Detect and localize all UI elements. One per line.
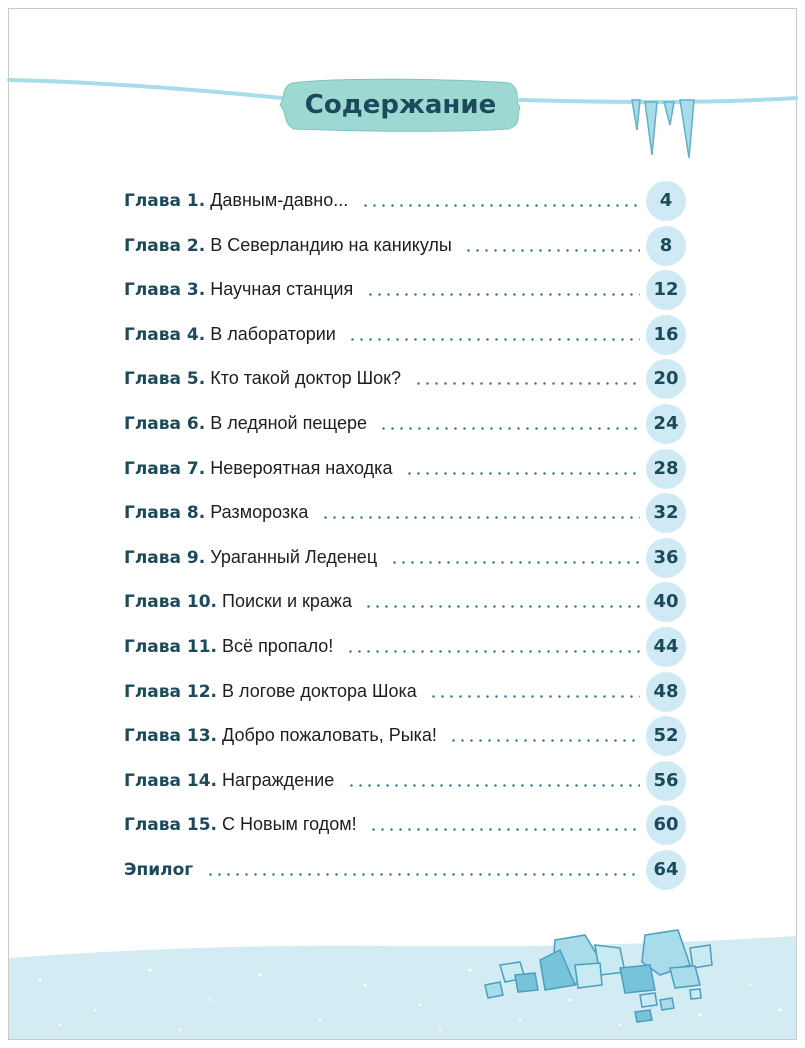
chapter-title: Поиски и кража: [222, 591, 352, 612]
toc-entry[interactable]: [124, 448, 686, 488]
chapter-number-text: Глава 9.: [124, 547, 206, 568]
toc-entry[interactable]: [124, 403, 686, 443]
page-title: Содержание: [304, 90, 497, 120]
chapter-number: [124, 726, 217, 746]
leader-dots: [347, 784, 640, 787]
toc-entry-label: [124, 812, 357, 836]
page-number-badge: 28: [646, 449, 686, 489]
chapter-number: [124, 325, 205, 345]
toc-entry[interactable]: [124, 804, 686, 844]
toc-entry-label: [124, 857, 193, 881]
page-number-badge: 40: [646, 582, 686, 622]
chapter-number-text: Глава 4.: [124, 324, 206, 345]
chapter-number: [124, 682, 217, 702]
leader-dots: [321, 516, 640, 519]
chapter-title: Ураганный Леденец: [210, 546, 378, 567]
toc-entry-label: [124, 411, 367, 435]
chapter-number: [124, 548, 205, 568]
chapter-number-text: Глава 12.: [124, 681, 218, 702]
toc-entry[interactable]: [124, 537, 686, 577]
chapter-title: Давным-давно...: [210, 190, 349, 210]
leader-dots: [464, 249, 640, 252]
leader-dots: [405, 472, 640, 475]
chapter-title: Кто такой доктор Шок?: [210, 368, 402, 389]
chapter-number-text: Эпилог: [124, 860, 194, 880]
chapter-number: [124, 459, 205, 479]
chapter-title: В ледяной пещере: [210, 413, 367, 433]
chapter-number: [124, 815, 217, 835]
chapter-number-text: Глава 5.: [124, 369, 206, 390]
chapter-title: С Новым годом!: [222, 814, 357, 835]
toc-entry-label: [124, 456, 392, 480]
chapter-number-text: Глава 14.: [124, 770, 218, 791]
chapter-title: Научная станция: [210, 279, 354, 300]
leader-dots: [364, 605, 640, 608]
toc-entry[interactable]: [124, 671, 686, 711]
toc-entry[interactable]: [124, 849, 686, 889]
chapter-number-text: Глава 7.: [124, 458, 206, 479]
page-number-badge: 56: [646, 761, 686, 801]
chapter-number-text: Глава 15.: [124, 815, 218, 836]
toc-entry-label: [124, 366, 401, 390]
chapter-number-text: Глава 13.: [124, 726, 218, 747]
chapter-number-text: Глава 6.: [124, 414, 206, 434]
chapter-number: [124, 592, 217, 612]
chapter-number: [124, 637, 217, 657]
leader-dots: [348, 338, 640, 341]
chapter-number-text: Глава 11.: [124, 637, 218, 657]
leader-dots: [346, 650, 640, 653]
chapter-title: Всё пропало!: [222, 636, 334, 656]
chapter-title: В лаборатории: [210, 323, 336, 344]
toc-entry[interactable]: [124, 581, 686, 621]
page-number-badge: 36: [646, 538, 686, 578]
chapter-number: [124, 280, 205, 300]
toc-entry[interactable]: [124, 626, 686, 666]
toc-entry-label: [124, 322, 336, 346]
toc-entry-label: [124, 723, 437, 747]
page-number-badge: 12: [646, 270, 686, 310]
chapter-number-text: Глава 2.: [124, 235, 206, 256]
toc-entry-label: [124, 188, 348, 212]
chapter-number: [124, 369, 205, 389]
chapter-number: [124, 414, 205, 434]
toc-entry[interactable]: [124, 492, 686, 532]
page-number-badge: 32: [646, 493, 686, 533]
toc-entry-label: [124, 500, 308, 524]
chapter-number-text: Глава 1.: [124, 191, 206, 211]
leader-dots: [206, 873, 640, 876]
chapter-number-text: Глава 10.: [124, 592, 218, 613]
leader-dots: [361, 204, 640, 207]
leader-dots: [369, 828, 640, 831]
toc-entry-label: [124, 634, 333, 658]
page-number-badge: 64: [646, 850, 686, 890]
chapter-title: В логове доктора Шока: [222, 680, 417, 701]
chapter-number: [124, 860, 193, 880]
toc-entry[interactable]: [124, 314, 686, 354]
chapter-number-text: Глава 8.: [124, 503, 206, 524]
chapter-title: Награждение: [222, 769, 335, 790]
page-number-badge: 44: [646, 627, 686, 667]
toc-entry-label: [124, 233, 452, 257]
toc-entry[interactable]: [124, 760, 686, 800]
chapter-title: В Северландию на каникулы: [210, 234, 452, 255]
toc-entry[interactable]: [124, 358, 686, 398]
toc-entry[interactable]: [124, 269, 686, 309]
chapter-number: [124, 771, 217, 791]
page-number-badge: 48: [646, 672, 686, 712]
page-number-badge: 20: [646, 359, 686, 399]
chapter-title: Невероятная находка: [210, 457, 393, 478]
leader-dots: [429, 695, 640, 698]
chapter-title: Разморозка: [210, 502, 309, 523]
chapter-number: [124, 503, 205, 523]
page-number-badge: 60: [646, 805, 686, 845]
chapter-number: [124, 191, 205, 211]
toc-entry-label: [124, 545, 377, 569]
leader-dots: [366, 293, 640, 296]
toc-entry-label: [124, 768, 334, 792]
chapter-number: [124, 236, 205, 256]
page-number-badge: 52: [646, 716, 686, 756]
page-number-badge: 24: [646, 404, 686, 444]
toc-entry-label: [124, 277, 353, 301]
leader-dots: [449, 739, 640, 742]
toc-entry[interactable]: [124, 225, 686, 265]
page-number-badge: 4: [646, 181, 686, 221]
leader-dots: [390, 561, 640, 564]
chapter-title: Добро пожаловать, Рыка!: [222, 725, 437, 746]
leader-dots: [414, 382, 640, 385]
toc-entry[interactable]: [124, 715, 686, 755]
page-number-badge: 16: [646, 315, 686, 355]
toc-entry-label: [124, 589, 352, 613]
leader-dots: [379, 427, 640, 430]
chapter-number-text: Глава 3.: [124, 280, 206, 301]
toc-entry-label: [124, 679, 417, 703]
toc-entry[interactable]: [124, 180, 686, 220]
page-number-badge: 8: [646, 226, 686, 266]
